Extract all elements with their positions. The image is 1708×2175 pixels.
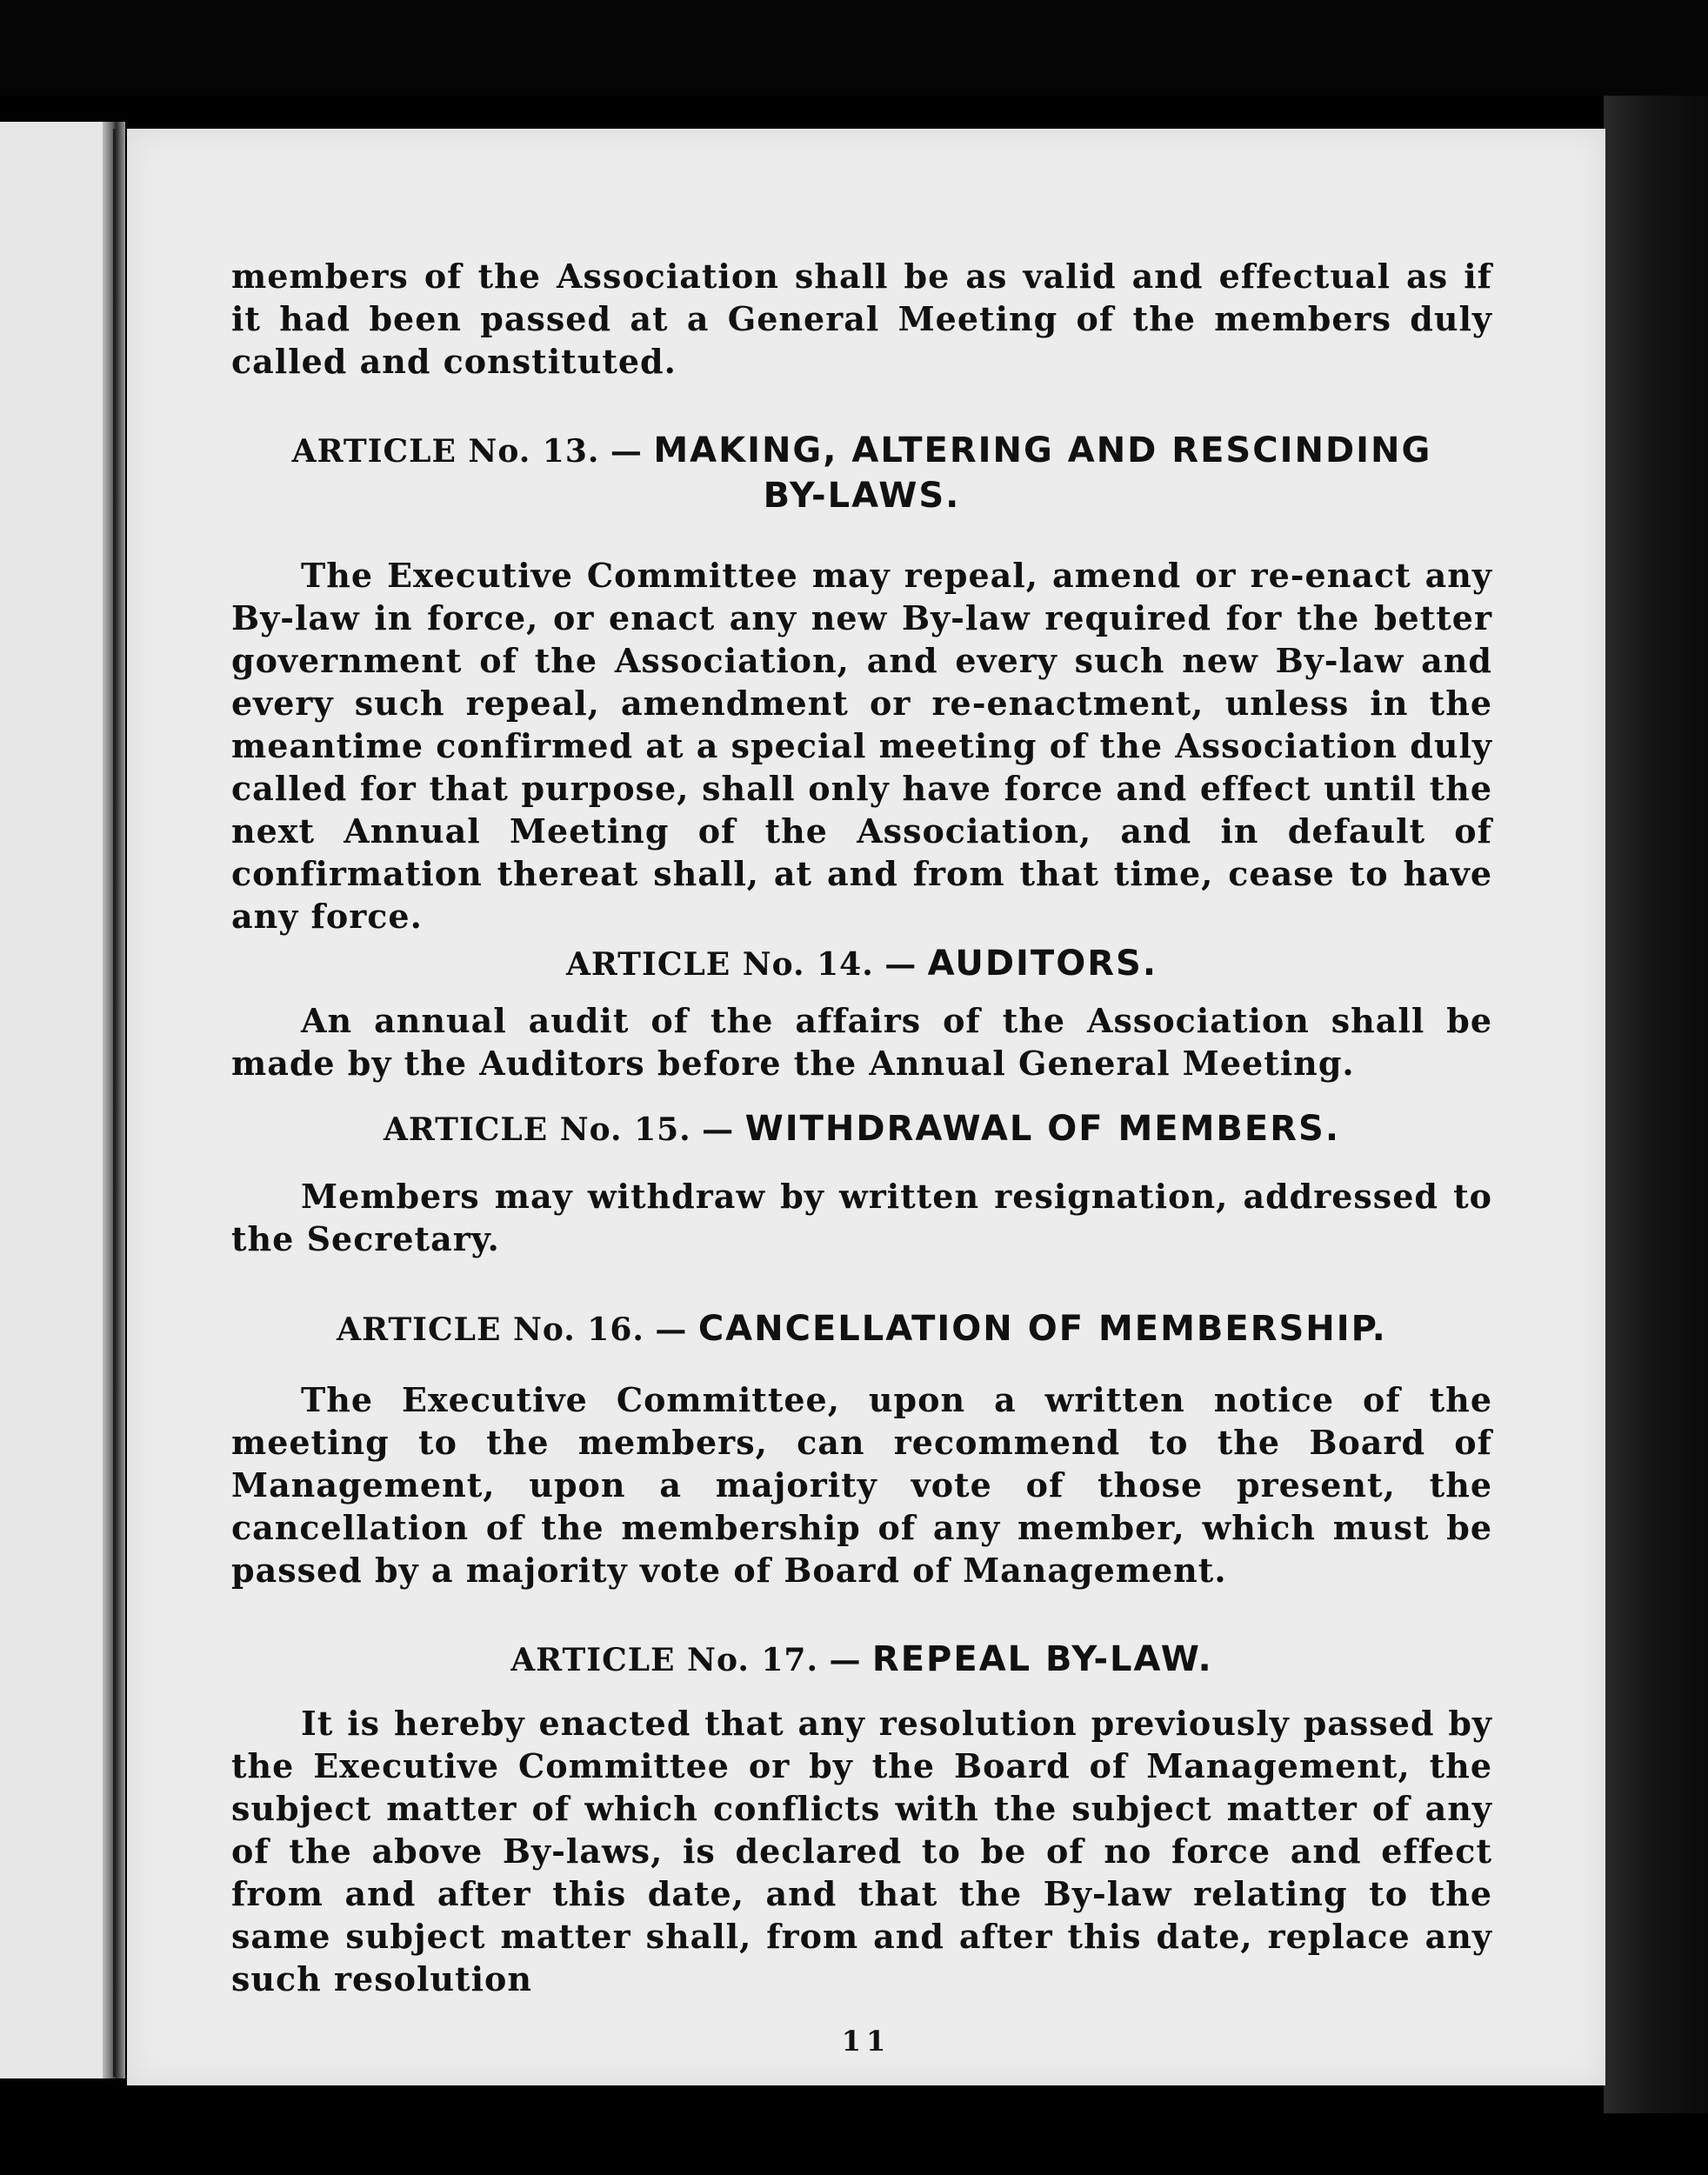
article-13 <box>231 429 1492 937</box>
gutter-line <box>113 129 116 2077</box>
article-title: WITHDRAWAL OF MEMBERS. <box>744 1109 1341 1149</box>
page-number: 11 <box>841 2025 891 2058</box>
article-body: It is hereby enacted that any resolution previously passed by the Executive Committee or by the Board of Management, the subject matter of which conflicts with the subject matter of any of the above By-laws, is declared to be of no force and effect from and after this date, and that the By-law relating to the same subject matter shall, from and after this date, replace any such resolution <box>231 1704 1492 1998</box>
article-heading <box>231 1638 1492 1683</box>
article-number: ARTICLE No. 14. <box>565 946 874 983</box>
intro-paragraph: members of the Association shall be as valid and effectual as if it had been passed at a General Meeting of the members duly called and constituted. <box>231 257 1492 381</box>
article-number: ARTICLE No. 13. <box>291 433 600 470</box>
heading-dash: — <box>829 1642 862 1678</box>
article-body: The Executive Committee, upon a written notice of the meeting to the members, can recommend to the Board of Management, upon a majority vote of those present, the cancellation of the membership of any member, which must be passed by a majority vote of Board of Management. <box>231 1380 1492 1590</box>
article-body: The Executive Committee may repeal, amend or re-enact any By-law in force, or enact any new By-law required for the better government of the Association, and every such new By-law and every such repeal, amendment or re-enactment, unless in the meantime confirmed at a special meeting of the Association duly called for that purpose, shall only have force and effect until the next Annual Meeting of the Association, and in default of confirmation thereat shall, at and from that time, cease to have any force. <box>231 556 1492 936</box>
article-heading <box>231 1107 1492 1152</box>
heading-dash: — <box>655 1311 688 1348</box>
article-14 <box>231 942 1492 1084</box>
article-17 <box>231 1638 1492 2000</box>
heading-dash: — <box>884 946 917 983</box>
article-title: AUDITORS. <box>927 944 1158 984</box>
article-title: CANCELLATION OF MEMBERSHIP. <box>697 1309 1387 1349</box>
article-title: MAKING, ALTERING AND RESCINDING BY-LAWS. <box>653 430 1432 516</box>
article-body: An annual audit of the affairs of the Association shall be made by the Auditors before the Annual General Meeting. <box>231 1001 1492 1083</box>
article-title: REPEAL BY-LAW. <box>871 1639 1213 1679</box>
article-number: ARTICLE No. 17. <box>510 1642 819 1678</box>
heading-dash: — <box>702 1111 735 1148</box>
article-heading <box>231 429 1492 519</box>
article-number: ARTICLE No. 15. <box>383 1111 691 1148</box>
article-16 <box>231 1307 1492 1591</box>
article-15 <box>231 1107 1492 1260</box>
scan-top-edge <box>0 0 1708 96</box>
page <box>127 129 1605 2085</box>
book-cover-edge <box>1604 96 1708 2113</box>
article-body: Members may withdraw by written resignation, addressed to the Secretary. <box>231 1177 1492 1258</box>
article-number: ARTICLE No. 16. <box>337 1311 644 1348</box>
article-heading <box>231 942 1492 987</box>
article-heading <box>231 1307 1492 1352</box>
left-page-edge <box>0 122 108 2078</box>
intro-block <box>231 255 1492 383</box>
heading-dash: — <box>610 433 643 470</box>
